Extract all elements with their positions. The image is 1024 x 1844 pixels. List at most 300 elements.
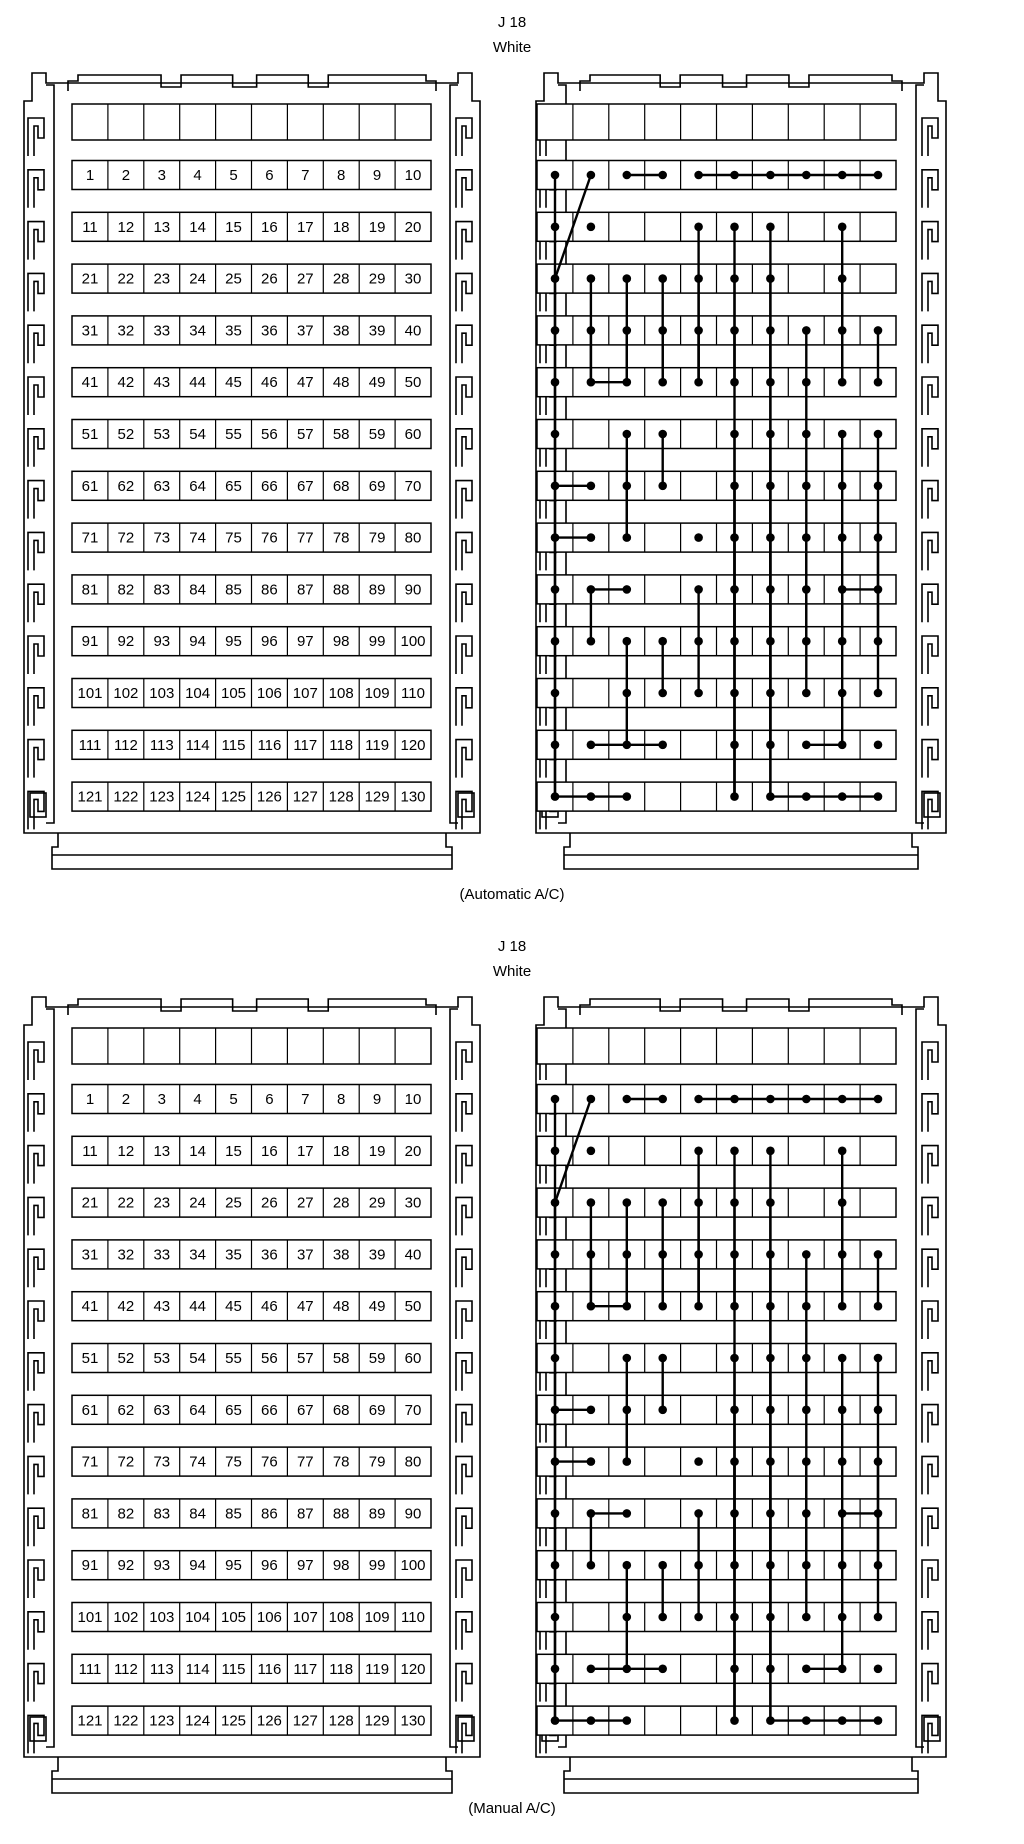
- pin-number: 50: [404, 374, 422, 392]
- pin-dot: [802, 1302, 811, 1311]
- pin-dot: [874, 741, 883, 750]
- side-latch: [922, 1612, 938, 1650]
- pin-number: 23: [153, 1194, 171, 1212]
- side-latch: [456, 584, 472, 622]
- pin-number: 126: [256, 1712, 282, 1730]
- pin-dot: [730, 1147, 739, 1156]
- pin-dot: [838, 1095, 847, 1104]
- pin-dot: [551, 1406, 560, 1415]
- pin-number: 83: [153, 1505, 171, 1523]
- pin-dot: [766, 637, 775, 646]
- pin-number: 54: [189, 426, 206, 443]
- pin-dot: [658, 378, 667, 387]
- pin-number: 20: [404, 1142, 422, 1160]
- pin-dot: [587, 585, 596, 594]
- pin-number: 35: [225, 322, 242, 340]
- pin-dot: [658, 482, 667, 491]
- pin-dot: [838, 1302, 847, 1311]
- side-latch: [922, 1508, 938, 1546]
- pin-dot: [694, 223, 703, 232]
- connector-drawing: [0, 924, 1024, 1844]
- pin-dot: [551, 741, 560, 750]
- pin-dot: [658, 637, 667, 646]
- pin-dot: [802, 1716, 811, 1725]
- pin-dot: [623, 274, 632, 283]
- side-latch: [28, 1249, 44, 1287]
- pin-number: 38: [332, 1246, 350, 1264]
- pin-dot: [874, 1716, 883, 1725]
- side-latch: [28, 740, 44, 778]
- pin-number: 103: [149, 1609, 175, 1626]
- pin-dot: [838, 1613, 847, 1622]
- pin-dot: [874, 1095, 883, 1104]
- pin-dot: [766, 1147, 775, 1156]
- pin-number: 129: [364, 1712, 390, 1730]
- pin-number: 41: [81, 1298, 99, 1316]
- pin-dot: [802, 1561, 811, 1570]
- pin-dot: [551, 274, 560, 283]
- pin-number: 115: [221, 1660, 246, 1678]
- pin-number: 94: [189, 633, 206, 651]
- pin-dot: [658, 1198, 667, 1207]
- pin-number: 107: [292, 685, 318, 702]
- pin-dot: [551, 1095, 560, 1104]
- pin-dot: [658, 741, 667, 750]
- side-latch: [456, 1146, 472, 1184]
- pin-dot: [551, 482, 560, 491]
- pin-number: 2: [121, 1091, 131, 1108]
- pin-dot: [838, 223, 847, 232]
- pin-dot: [766, 1302, 775, 1311]
- pin-number: 80: [404, 529, 422, 547]
- pin-number: 125: [220, 1712, 247, 1730]
- pin-number: 113: [149, 1660, 174, 1678]
- pin-dot: [587, 326, 596, 335]
- pin-dot: [766, 1406, 775, 1415]
- pin-number: 33: [153, 1246, 171, 1264]
- pin-number: 15: [225, 218, 242, 236]
- side-latch: [456, 1197, 472, 1235]
- pin-dot: [766, 1509, 775, 1518]
- pin-number: 94: [189, 1557, 206, 1575]
- side-latch: [28, 325, 44, 363]
- pin-number: 92: [117, 633, 135, 651]
- pin-dot: [587, 482, 596, 491]
- pin-number: 60: [404, 426, 422, 443]
- side-latch: [456, 740, 472, 778]
- pin-dot: [551, 792, 560, 801]
- pin-number: 7: [301, 1091, 310, 1108]
- pin-number: 88: [332, 1505, 350, 1523]
- pin-dot: [551, 171, 560, 180]
- pin-dot: [694, 1561, 703, 1570]
- pin-number: 76: [261, 529, 278, 547]
- pin-number: 11: [82, 1142, 98, 1160]
- pin-dot: [587, 1147, 596, 1156]
- pin-number: 22: [117, 1194, 135, 1212]
- pin-number: 107: [292, 1609, 318, 1626]
- pin-dot: [766, 533, 775, 542]
- pin-number: 47: [296, 374, 314, 392]
- pin-dot: [874, 1406, 883, 1415]
- pin-number: 93: [153, 633, 171, 651]
- pin-number: 127: [292, 788, 318, 806]
- pin-dot: [802, 792, 811, 801]
- pin-number: 48: [332, 374, 350, 392]
- pin-number: 39: [368, 1246, 386, 1264]
- side-latch: [28, 273, 44, 311]
- pin-number: 111: [78, 1660, 102, 1678]
- pin-number: 55: [225, 1350, 242, 1367]
- pin-number: 120: [400, 736, 426, 754]
- side-latch: [28, 1301, 44, 1339]
- side-latch: [28, 1405, 44, 1443]
- pin-number: 106: [256, 1609, 282, 1626]
- pin-dot: [551, 1457, 560, 1466]
- side-latch: [922, 118, 938, 156]
- pin-dot: [874, 430, 883, 439]
- connector-color-label: White: [492, 963, 532, 980]
- pin-dot: [802, 378, 811, 387]
- pin-number: 129: [364, 788, 390, 806]
- pin-dot: [874, 689, 883, 698]
- pin-number: 68: [332, 1401, 350, 1419]
- pin-dot: [730, 1406, 739, 1415]
- pin-dot: [587, 637, 596, 646]
- pin-number: 108: [328, 685, 354, 702]
- pin-dot: [587, 1406, 596, 1415]
- pin-dot: [587, 274, 596, 283]
- pin-number: 79: [368, 1453, 386, 1471]
- pin-number: 10: [404, 167, 422, 184]
- pin-dot: [694, 1095, 703, 1104]
- pin-number: 65: [225, 477, 242, 495]
- pin-dot: [766, 1457, 775, 1466]
- pin-number: 85: [225, 1505, 242, 1523]
- pin-number: 92: [117, 1557, 135, 1575]
- pin-number: 81: [81, 581, 99, 599]
- pin-dot: [730, 171, 739, 180]
- pin-number: 21: [81, 270, 99, 288]
- pin-number: 54: [189, 1350, 206, 1367]
- pin-dot: [874, 1302, 883, 1311]
- pin-number: 57: [296, 426, 314, 443]
- pin-dot: [766, 430, 775, 439]
- pin-dot: [838, 1716, 847, 1725]
- side-latch: [28, 1560, 44, 1598]
- pin-number: 109: [364, 685, 390, 702]
- side-latch: [28, 1664, 44, 1702]
- pin-number: 100: [400, 1557, 426, 1575]
- pin-dot: [658, 1302, 667, 1311]
- pin-grid: [72, 104, 431, 811]
- pin-number: 96: [261, 633, 278, 651]
- pin-dot: [730, 274, 739, 283]
- pin-number: 67: [296, 477, 314, 495]
- side-latch: [922, 1146, 938, 1184]
- pin-dot: [802, 1457, 811, 1466]
- pin-number: 23: [153, 270, 171, 288]
- pin-number: 110: [401, 685, 425, 702]
- pin-number: 7: [301, 167, 310, 184]
- pin-number: 25: [225, 270, 242, 288]
- pin-dot: [802, 585, 811, 594]
- pin-number: 86: [261, 581, 278, 599]
- side-latch: [922, 170, 938, 208]
- pin-dot: [838, 1198, 847, 1207]
- pin-dot: [694, 171, 703, 180]
- side-latch: [456, 1664, 472, 1702]
- pin-number: 1: [85, 167, 95, 184]
- pin-dot: [730, 378, 739, 387]
- pin-dot: [551, 1613, 560, 1622]
- pin-number: 68: [332, 477, 350, 495]
- side-latch: [922, 584, 938, 622]
- pin-dot: [623, 1665, 632, 1674]
- pin-number: 16: [261, 218, 278, 236]
- pin-number: 29: [368, 270, 386, 288]
- side-latch: [456, 1405, 472, 1443]
- side-latch: [28, 118, 44, 156]
- pin-number: 5: [229, 167, 238, 184]
- pin-dot: [587, 1250, 596, 1259]
- pin-number: 104: [185, 685, 211, 702]
- pin-dot: [838, 1354, 847, 1363]
- pin-number: 70: [404, 1401, 422, 1419]
- side-latch: [922, 1301, 938, 1339]
- side-latch: [28, 636, 44, 674]
- pin-number: 17: [296, 218, 314, 236]
- pin-number: 98: [332, 1557, 350, 1575]
- pin-dot: [587, 533, 596, 542]
- pin-dot: [623, 533, 632, 542]
- pin-number: 26: [261, 270, 278, 288]
- pin-dot: [658, 1561, 667, 1570]
- pin-number: 100: [400, 633, 426, 651]
- pin-dot: [658, 1665, 667, 1674]
- pin-dot: [587, 1302, 596, 1311]
- side-latch: [456, 1456, 472, 1494]
- pin-dot: [551, 1665, 560, 1674]
- pin-dot: [730, 1613, 739, 1622]
- pin-dot: [838, 1250, 847, 1259]
- pin-dot: [802, 1354, 811, 1363]
- pin-dot: [551, 378, 560, 387]
- pin-number: 75: [225, 529, 242, 547]
- pin-number: 122: [113, 788, 139, 806]
- pin-dot: [551, 1302, 560, 1311]
- pin-number: 72: [117, 1453, 135, 1471]
- pin-dot: [802, 1613, 811, 1622]
- pin-dot: [551, 533, 560, 542]
- housing-foot: [52, 833, 452, 869]
- pin-number: 84: [189, 1505, 206, 1523]
- pin-dot: [874, 1250, 883, 1259]
- pin-number: 42: [117, 374, 135, 392]
- pin-number: 102: [113, 1609, 139, 1626]
- side-latch: [28, 1456, 44, 1494]
- pin-number: 114: [185, 736, 210, 754]
- pin-dot: [838, 430, 847, 439]
- pin-dot: [623, 689, 632, 698]
- pin-dot: [838, 585, 847, 594]
- pin-number: 24: [189, 270, 206, 288]
- pin-dot: [730, 585, 739, 594]
- pin-dot: [623, 741, 632, 750]
- side-latch: [922, 636, 938, 674]
- pin-number: 56: [261, 1350, 278, 1367]
- pin-number: 27: [296, 270, 314, 288]
- side-latch: [456, 1094, 472, 1132]
- pin-dot: [802, 1406, 811, 1415]
- pin-dot: [766, 482, 775, 491]
- housing-foot: [564, 1757, 918, 1793]
- pin-dot: [623, 430, 632, 439]
- pin-dot: [766, 1198, 775, 1207]
- pin-dot: [623, 1302, 632, 1311]
- pin-number: 128: [328, 1712, 354, 1730]
- pin-dot: [766, 741, 775, 750]
- pin-number: 116: [257, 736, 282, 754]
- pin-number: 18: [332, 218, 350, 236]
- pin-dot: [874, 378, 883, 387]
- pin-number: 109: [364, 1609, 390, 1626]
- pin-number: 111: [78, 736, 102, 754]
- pin-dot: [766, 1095, 775, 1104]
- pin-number: 66: [261, 1401, 278, 1419]
- pin-dot: [623, 378, 632, 387]
- pin-dot: [838, 378, 847, 387]
- diagram-caption: (Manual A/C): [468, 1800, 556, 1817]
- pin-number: 97: [296, 633, 314, 651]
- pin-number: 31: [81, 1246, 99, 1264]
- pin-number: 78: [332, 1453, 350, 1471]
- pin-dot: [766, 274, 775, 283]
- pin-number: 34: [189, 322, 206, 340]
- pin-dot: [838, 171, 847, 180]
- pin-number: 117: [293, 1660, 318, 1678]
- pin-number: 112: [113, 736, 138, 754]
- pin-number: 123: [149, 788, 175, 806]
- pin-number: 101: [77, 1609, 103, 1626]
- pin-number: 121: [77, 1712, 103, 1730]
- connector-drawing: [0, 0, 1024, 920]
- pin-number: 124: [185, 788, 211, 806]
- pin-number: 56: [261, 426, 278, 443]
- pin-number: 26: [261, 1194, 278, 1212]
- pin-dot: [802, 430, 811, 439]
- pin-dot: [623, 1561, 632, 1570]
- pin-number: 13: [153, 1142, 171, 1160]
- side-latch: [456, 377, 472, 415]
- pin-number: 40: [404, 1246, 422, 1264]
- pin-number: 11: [82, 218, 98, 236]
- pin-number: 12: [117, 1142, 135, 1160]
- pin-dot: [694, 637, 703, 646]
- side-latch: [28, 1094, 44, 1132]
- pin-number: 99: [368, 1557, 386, 1575]
- pin-number: 130: [400, 1712, 426, 1730]
- side-latch: [456, 636, 472, 674]
- pin-dot: [766, 585, 775, 594]
- pin-number: 99: [368, 633, 386, 651]
- side-latch: [28, 1146, 44, 1184]
- pin-number: 73: [153, 529, 171, 547]
- pin-number: 128: [328, 788, 354, 806]
- pin-number: 98: [332, 633, 350, 651]
- pin-number: 25: [225, 1194, 242, 1212]
- pin-number: 37: [296, 322, 314, 340]
- pin-number: 45: [225, 374, 242, 392]
- side-latch: [456, 688, 472, 726]
- pin-dot: [694, 1147, 703, 1156]
- pin-dot: [551, 223, 560, 232]
- pin-number: 55: [225, 426, 242, 443]
- pin-dot: [587, 1198, 596, 1207]
- side-latch: [922, 222, 938, 260]
- pin-dot: [730, 1302, 739, 1311]
- pin-number: 28: [332, 1194, 350, 1212]
- pin-number: 27: [296, 1194, 314, 1212]
- pin-number: 88: [332, 581, 350, 599]
- pin-number: 63: [153, 1401, 171, 1419]
- side-latch: [922, 429, 938, 467]
- pin-dot: [623, 1354, 632, 1363]
- side-latch: [922, 688, 938, 726]
- pin-number: 77: [296, 1453, 314, 1471]
- pin-number: 59: [368, 426, 386, 443]
- pin-dot: [802, 171, 811, 180]
- side-latch: [922, 1664, 938, 1702]
- pin-dot: [802, 689, 811, 698]
- pin-dot: [874, 1561, 883, 1570]
- side-latch: [28, 377, 44, 415]
- pin-number: 16: [261, 1142, 278, 1160]
- pin-dot: [730, 1250, 739, 1259]
- pin-number: 89: [368, 1505, 386, 1523]
- pin-dot: [694, 1613, 703, 1622]
- pin-number: 74: [189, 529, 206, 547]
- pin-number: 112: [113, 1660, 138, 1678]
- pin-dot: [694, 1509, 703, 1518]
- pin-dot: [838, 741, 847, 750]
- side-latch: [28, 170, 44, 208]
- side-latch: [456, 481, 472, 519]
- pin-number: 81: [81, 1505, 99, 1523]
- side-latch: [922, 481, 938, 519]
- side-latch: [456, 1612, 472, 1650]
- side-latch: [456, 1042, 472, 1080]
- pin-dot: [874, 171, 883, 180]
- side-latch: [28, 429, 44, 467]
- pin-dot: [766, 171, 775, 180]
- pin-dot: [766, 1354, 775, 1363]
- pin-dot: [658, 1406, 667, 1415]
- pin-number: 58: [332, 426, 350, 443]
- pin-dot: [587, 1561, 596, 1570]
- pin-dot: [730, 1716, 739, 1725]
- pin-number: 41: [81, 374, 99, 392]
- pin-dot: [658, 326, 667, 335]
- pin-dot: [551, 1147, 560, 1156]
- pin-dot: [838, 1457, 847, 1466]
- pin-dot: [838, 274, 847, 283]
- pin-number: 119: [365, 1660, 390, 1678]
- pin-dot: [551, 637, 560, 646]
- pin-dot: [802, 326, 811, 335]
- pin-dot: [694, 585, 703, 594]
- pin-number: 62: [117, 477, 135, 495]
